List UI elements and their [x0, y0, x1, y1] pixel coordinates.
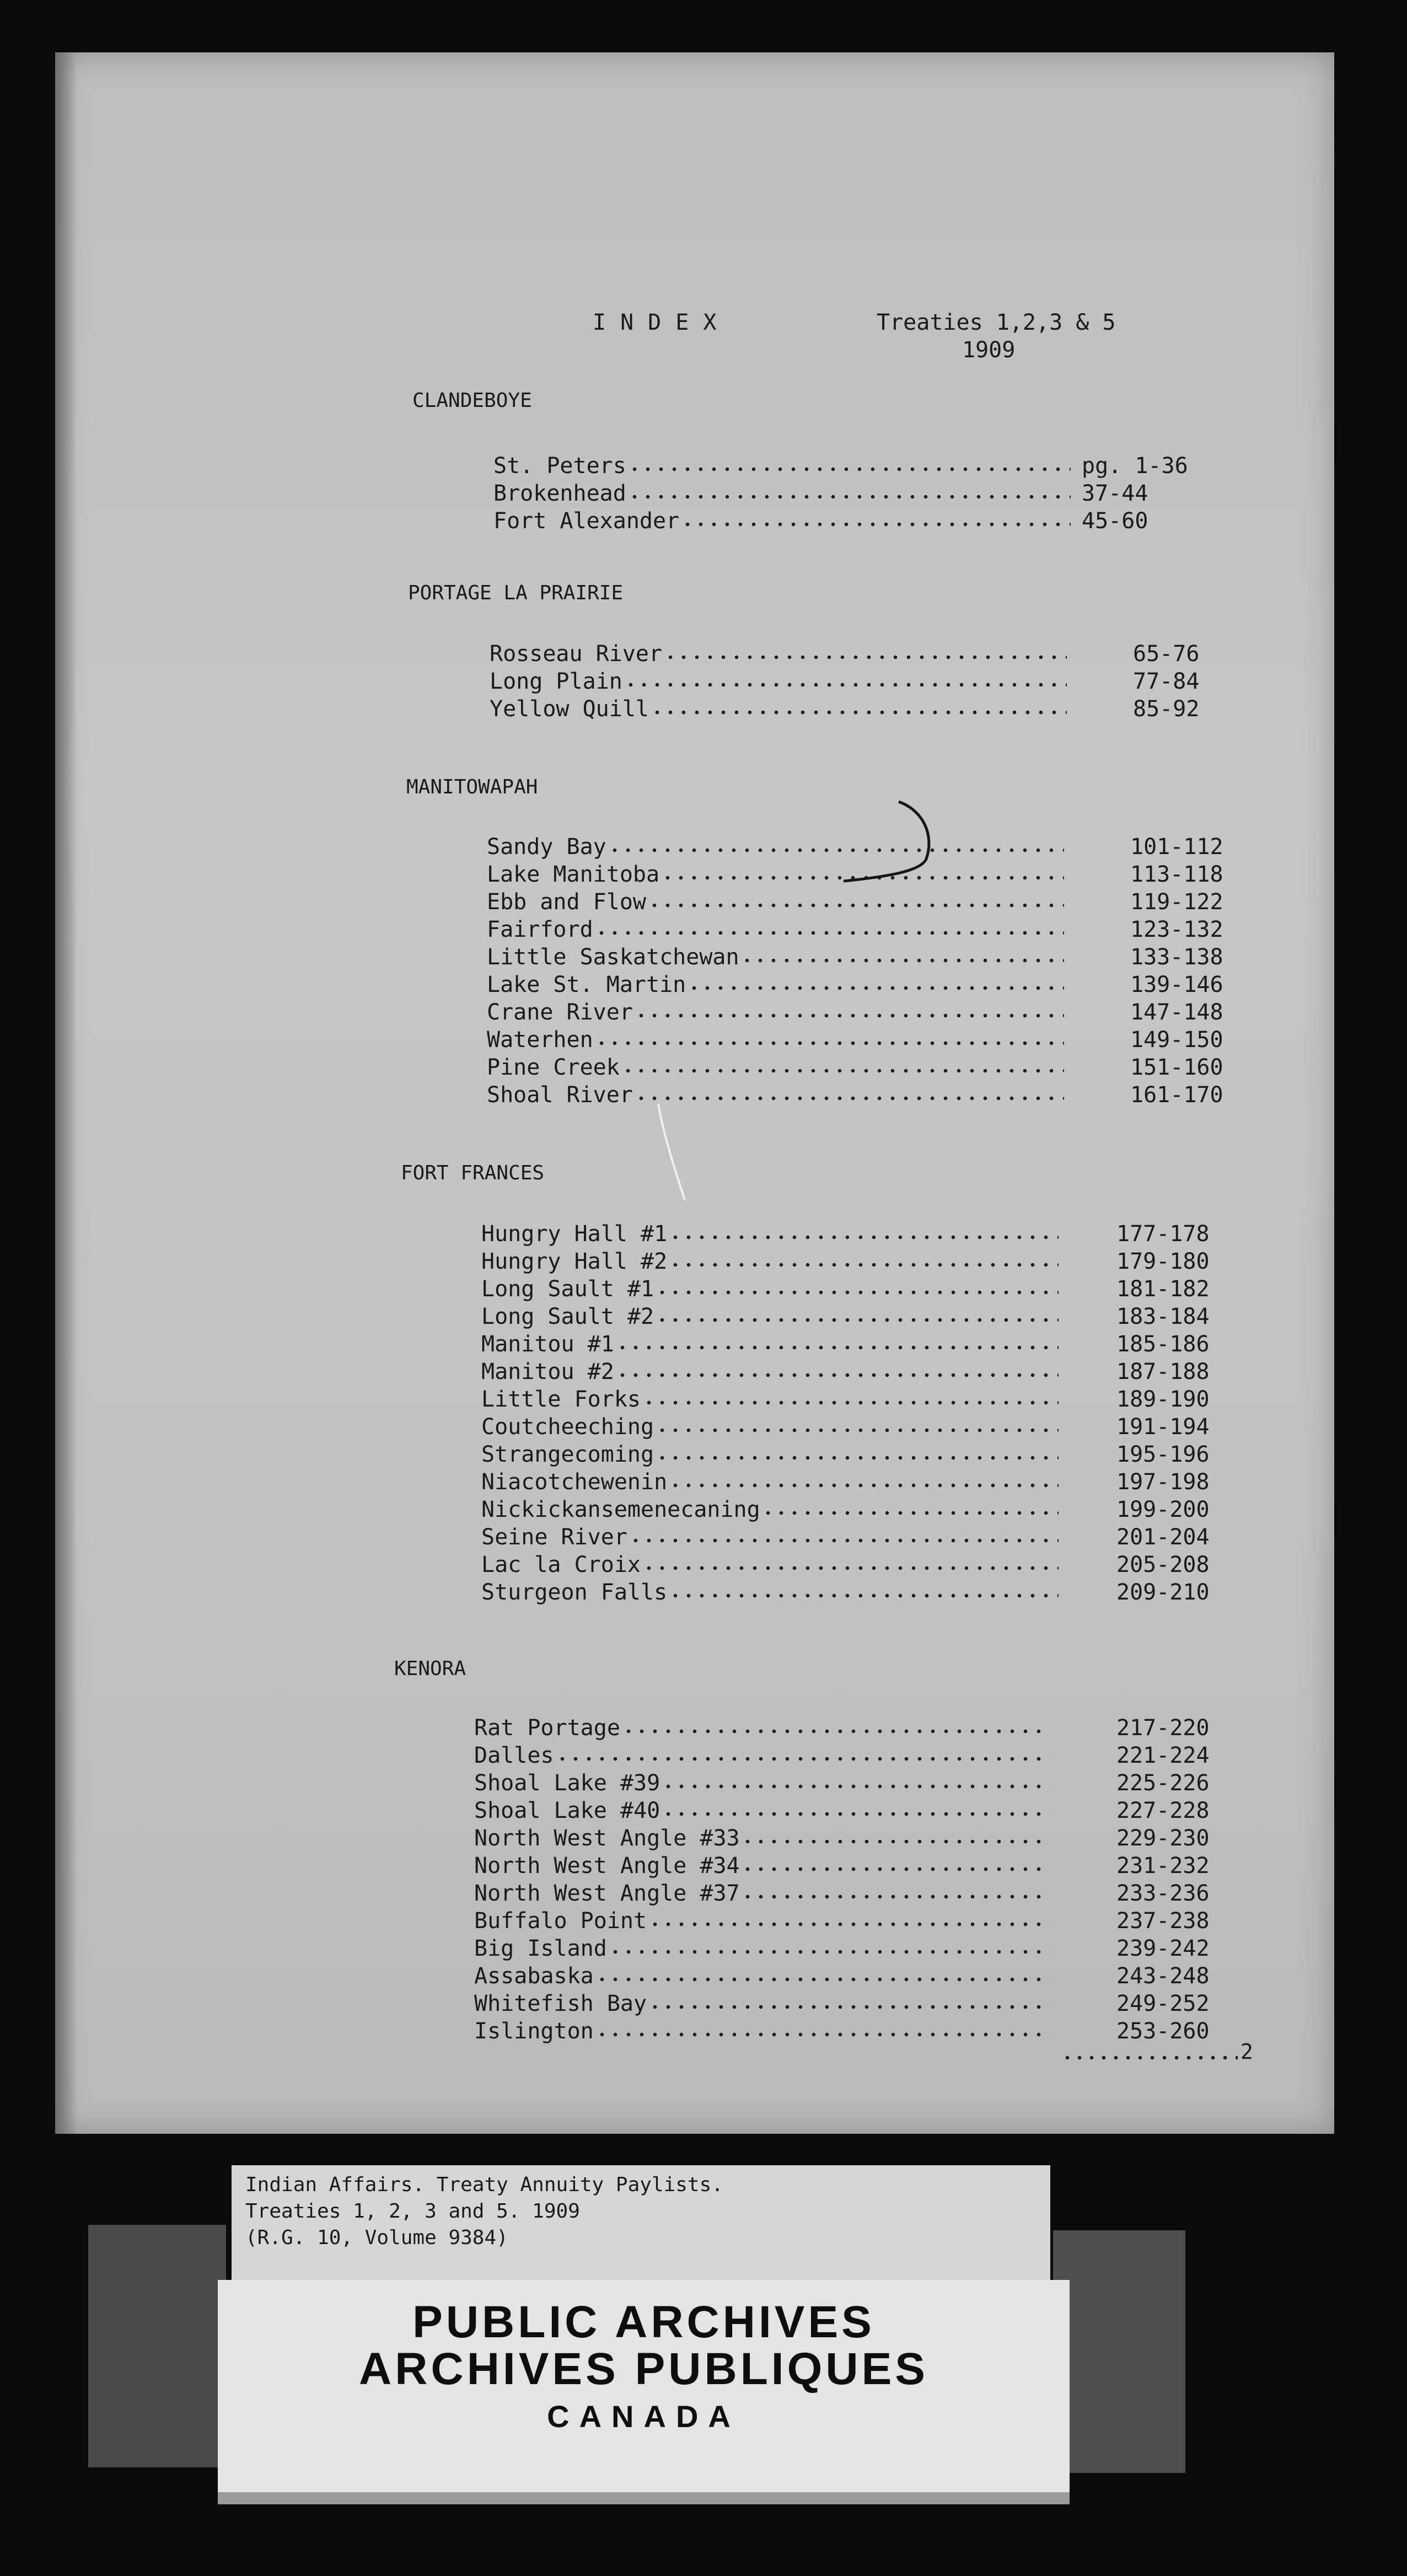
index-entry [474, 1853, 1254, 1881]
entry-pages: 101-112 [1130, 834, 1223, 860]
index-entry [487, 1055, 1268, 1082]
index-entry [474, 1798, 1254, 1826]
index-entry [481, 1276, 1254, 1304]
entry-pages: 209-210 [1116, 1580, 1210, 1605]
entry-pages: 147-148 [1130, 1000, 1223, 1025]
index-entry [487, 972, 1268, 1000]
leader-dots [662, 1811, 1050, 1817]
leader-dots [595, 2032, 1050, 2037]
entry-name: Shoal Lake #39 [474, 1770, 660, 1796]
entry-name: Rosseau River [490, 641, 663, 667]
entry-name: Long Plain [490, 669, 622, 694]
index-entry [474, 1936, 1254, 1963]
index-entry [481, 1304, 1254, 1332]
entry-name: Islington [474, 2019, 594, 2044]
treaties-heading: Treaties 1,2,3 & 5 [877, 310, 1116, 335]
leader-dots [648, 2004, 1050, 2010]
entry-pages: 205-208 [1116, 1552, 1210, 1577]
leader-dots [595, 930, 1064, 936]
stamp-line-3: CANADA [547, 2399, 740, 2434]
archive-reference-label [232, 2165, 1050, 2284]
leader-dots [628, 494, 1071, 500]
leader-dots [635, 1096, 1064, 1101]
index-entry [481, 1469, 1254, 1497]
leader-dots [740, 958, 1064, 963]
entry-pages: 225-226 [1116, 1770, 1210, 1796]
entry-name: Niacotchewenin [481, 1469, 668, 1495]
stamp-base-edge [218, 2492, 1070, 2504]
entry-name: Long Sault #2 [481, 1304, 654, 1329]
entry-pages: 161-170 [1130, 1082, 1223, 1108]
entry-name: Long Sault #1 [481, 1276, 654, 1302]
leader-dots [1061, 2055, 1238, 2060]
index-entry [474, 2019, 1254, 2046]
entry-name: Lake St. Martin [487, 972, 686, 997]
leader-dots [609, 1949, 1050, 1955]
entry-name: Seine River [481, 1525, 627, 1550]
entry-name: North West Angle #34 [474, 1853, 740, 1879]
leader-dots [656, 1317, 1059, 1323]
entry-pages: 233-236 [1116, 1881, 1210, 1906]
leader-dots [662, 1784, 1050, 1789]
leader-dots [741, 1894, 1050, 1899]
entry-pages: 197-198 [1116, 1469, 1210, 1495]
section-title: PORTAGE LA PRAIRIE [408, 582, 624, 604]
index-entry [481, 1359, 1254, 1387]
entry-pages: 189-190 [1116, 1387, 1210, 1412]
leader-dots [688, 985, 1064, 991]
entry-pages: 195-196 [1116, 1442, 1210, 1467]
entry-name: Ebb and Flow [487, 889, 646, 915]
entry-name: Lac la Croix [481, 1552, 641, 1577]
stamp-shadow-right [1053, 2230, 1185, 2473]
index-entry [490, 696, 1271, 724]
index-entry [474, 1770, 1254, 1798]
entry-name: Whitefish Bay [474, 1991, 647, 2016]
leader-dots [556, 1756, 1050, 1762]
index-entry [481, 1497, 1254, 1525]
entry-pages: 199-200 [1116, 1497, 1210, 1522]
entry-name: Crane River [487, 1000, 633, 1025]
entry-pages: 85-92 [1133, 696, 1200, 722]
entry-name: Lake Manitoba [487, 862, 660, 887]
entry-pages: 179-180 [1116, 1249, 1210, 1274]
entry-name: Manitou #2 [481, 1359, 614, 1384]
leader-dots [616, 1345, 1059, 1350]
entry-pages: 133-138 [1130, 944, 1223, 970]
leader-dots [595, 1977, 1050, 1982]
leader-dots [648, 1922, 1050, 1927]
entry-name: Waterhen [487, 1027, 593, 1053]
index-entry [481, 1552, 1254, 1580]
leader-dots [669, 1483, 1059, 1488]
entry-name: Hungry Hall #1 [481, 1221, 668, 1247]
scratch-mark [656, 1103, 689, 1202]
entry-pages: 221-224 [1116, 1743, 1210, 1768]
entry-name: St. Peters [493, 453, 626, 479]
entry-pages: 231-232 [1116, 1853, 1210, 1879]
leader-dots [622, 1729, 1050, 1734]
year-heading: 1909 [962, 337, 1016, 363]
index-entry [490, 641, 1271, 669]
entry-pages: 123-132 [1130, 917, 1223, 942]
entry-pages: 187-188 [1116, 1359, 1210, 1384]
entry-name: Nickickansemenecaning [481, 1497, 760, 1522]
leader-dots [628, 466, 1071, 472]
entry-pages: pg. 1-36 [1082, 453, 1188, 479]
index-entry [474, 1991, 1254, 2019]
index-entry [487, 1082, 1268, 1110]
entry-name: Little Saskatchewan [487, 944, 739, 970]
entry-pages: 177-178 [1116, 1221, 1210, 1247]
leader-dots [624, 682, 1067, 688]
index-entry [481, 1525, 1254, 1552]
entry-name: Yellow Quill [490, 696, 649, 722]
leader-dots [656, 1427, 1059, 1433]
entry-name: Sturgeon Falls [481, 1580, 668, 1605]
entry-pages: 77-84 [1133, 669, 1200, 694]
entry-pages: 65-76 [1133, 641, 1200, 667]
entry-name: Manitou #1 [481, 1332, 614, 1357]
leader-dots [656, 1290, 1059, 1295]
entry-pages: 185-186 [1116, 1332, 1210, 1357]
entry-pages: 239-242 [1116, 1936, 1210, 1961]
stamp-shadow-left [88, 2225, 226, 2467]
leader-dots [648, 903, 1064, 908]
leader-dots [669, 1593, 1059, 1598]
index-heading: INDEX [593, 310, 731, 335]
section-title: CLANDEBOYE [412, 389, 532, 412]
index-entry [474, 1963, 1254, 1991]
entry-pages: 151-160 [1130, 1055, 1223, 1080]
index-entry [490, 669, 1271, 696]
index-entry [474, 1743, 1254, 1770]
label-line-1: Indian Affairs. Treaty Annuity Paylists. [245, 2174, 723, 2196]
leader-dots [669, 1235, 1059, 1240]
index-entry [474, 1715, 1254, 1743]
entry-pages: 227-228 [1116, 1798, 1210, 1823]
entry-name: North West Angle #37 [474, 1881, 740, 1906]
entry-name: Rat Portage [474, 1715, 620, 1741]
index-entry [481, 1249, 1254, 1276]
index-entry [481, 1332, 1254, 1359]
entry-pages: 45-60 [1082, 508, 1148, 534]
leader-dots [595, 1040, 1064, 1046]
index-entry [487, 917, 1268, 944]
entry-name: Pine Creek [487, 1055, 620, 1080]
entry-pages: 181-182 [1116, 1276, 1210, 1302]
leader-dots [629, 1538, 1059, 1543]
leader-dots [642, 1400, 1059, 1405]
index-entry [487, 1000, 1268, 1027]
index-entry [487, 1027, 1268, 1055]
leader-dots [681, 522, 1071, 527]
index-entry [474, 1908, 1254, 1936]
archives-stamp [218, 2280, 1070, 2492]
label-line-2: Treaties 1, 2, 3 and 5. 1909 [245, 2200, 580, 2223]
entry-name: Little Forks [481, 1387, 641, 1412]
entry-pages: 243-248 [1116, 1963, 1210, 1989]
entry-name: Fort Alexander [493, 508, 680, 534]
entry-name: Big Island [474, 1936, 607, 1961]
entry-pages: 229-230 [1116, 1826, 1210, 1851]
entry-name: Sandy Bay [487, 834, 606, 860]
entry-name: Shoal Lake #40 [474, 1798, 660, 1823]
section-title: KENORA [394, 1657, 466, 1680]
entry-pages: 249-252 [1116, 1991, 1210, 2016]
entry-pages: 113-118 [1130, 862, 1223, 887]
index-entry [481, 1221, 1254, 1249]
index-entry [474, 1881, 1254, 1908]
section-title: MANITOWAPAH [406, 776, 538, 798]
entry-name: Fairford [487, 917, 593, 942]
index-entry [493, 453, 1220, 481]
entry-name: North West Angle #33 [474, 1826, 740, 1851]
leader-dots [642, 1565, 1059, 1571]
entry-name: Shoal River [487, 1082, 633, 1108]
leader-dots [741, 1839, 1050, 1844]
index-entry [493, 481, 1220, 508]
index-entry [481, 1387, 1254, 1414]
leader-dots [651, 710, 1067, 715]
leader-dots [669, 1262, 1059, 1268]
index-entry [487, 889, 1268, 917]
index-entry [493, 508, 1220, 536]
entry-pages: 237-238 [1116, 1908, 1210, 1934]
leader-dots [741, 1866, 1050, 1872]
entry-pages: 183-184 [1116, 1304, 1210, 1329]
continuation-page-number: 2 [1240, 2040, 1253, 2064]
entry-name: Assabaska [474, 1963, 594, 1989]
entry-pages: 217-220 [1116, 1715, 1210, 1741]
index-entry [487, 944, 1268, 972]
entry-name: Coutcheeching [481, 1414, 654, 1440]
page-edge-shadow [55, 52, 77, 2134]
index-entry [481, 1580, 1254, 1607]
entry-name: Hungry Hall #2 [481, 1249, 668, 1274]
entry-name: Dalles [474, 1743, 554, 1768]
entry-pages: 37-44 [1082, 481, 1148, 506]
pen-mark [827, 794, 959, 888]
entry-name: Strangecoming [481, 1442, 654, 1467]
leader-dots [635, 1013, 1064, 1018]
entry-pages: 119-122 [1130, 889, 1223, 915]
leader-dots [621, 1068, 1064, 1074]
leader-dots [656, 1455, 1059, 1461]
entry-pages: 149-150 [1130, 1027, 1223, 1053]
entry-pages: 139-146 [1130, 972, 1223, 997]
stamp-line-2: ARCHIVES PUBLIQUES [359, 2344, 928, 2394]
index-entry [481, 1442, 1254, 1469]
index-entry [481, 1414, 1254, 1442]
entry-pages: 253-260 [1116, 2019, 1210, 2044]
index-entry [474, 1826, 1254, 1853]
continuation-line [1061, 2040, 1253, 2065]
leader-dots [761, 1510, 1059, 1516]
entry-name: Brokenhead [493, 481, 626, 506]
entry-pages: 201-204 [1116, 1525, 1210, 1550]
leader-dots [664, 654, 1067, 660]
stamp-line-1: PUBLIC ARCHIVES [412, 2297, 875, 2347]
leader-dots [616, 1372, 1059, 1378]
label-line-3: (R.G. 10, Volume 9384) [245, 2226, 508, 2249]
section-title: FORT FRANCES [401, 1162, 545, 1184]
entry-name: Buffalo Point [474, 1908, 647, 1934]
entry-pages: 191-194 [1116, 1414, 1210, 1440]
